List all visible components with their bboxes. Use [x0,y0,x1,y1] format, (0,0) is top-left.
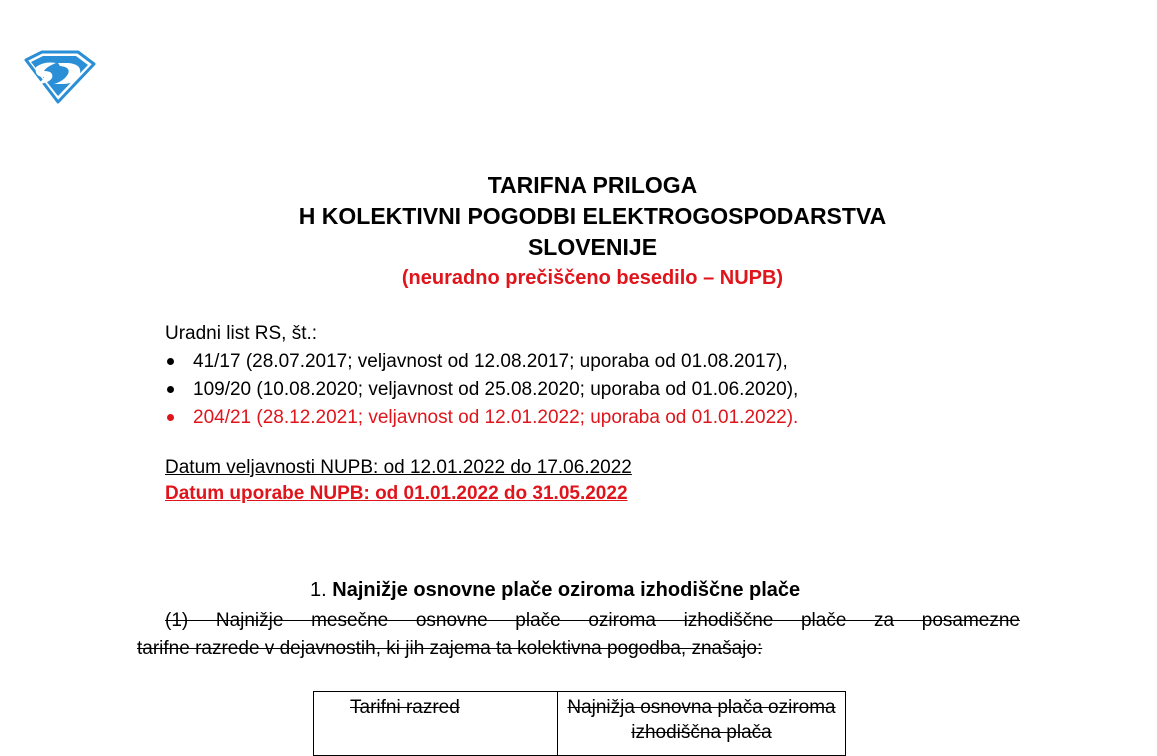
gazette-references [165,320,798,432]
application-date: Datum uporabe NUPB: od 01.01.2022 do 31.05.2022 [165,483,628,504]
gazette-item-text: 109/20 (10.08.2020; veljavnost od 25.08.2020; uporaba od 01.06.2020), [193,379,799,400]
table-header-row [314,692,846,756]
bullet-icon [167,414,174,421]
section-number: 1. [310,579,327,601]
gazette-heading: Uradni list RS, št.: [165,323,318,344]
tariff-table [313,691,846,756]
paragraph-line-2: tarifne razrede v dejavnostih, ki jih zajema ta kolektivna pogodba, znašajo: [137,638,763,659]
gazette-item [165,348,798,376]
gazette-item [165,376,798,404]
bullet-icon [167,386,174,393]
gazette-list [165,348,798,432]
document-title [0,170,1157,293]
column-header-tariff-class: Tarifni razred [314,692,558,756]
sd-logo-icon [22,50,96,104]
document-subtitle: (neuradno prečiščeno besedilo – NUPB) [401,267,784,289]
gazette-item [165,404,798,432]
section-heading [310,577,800,603]
gazette-item-text: 204/21 (28.12.2021; veljavnost od 12.01.2022; uporaba od 01.01.2022). [193,407,799,428]
bullet-icon [167,358,174,365]
title-line-3: SLOVENIJE [527,234,658,260]
paragraph-line-1: (1) Najnižje mesečne osnovne plače oziroma izhodiščne plače za posamezne [165,610,1020,631]
paragraph-1 [137,607,1020,663]
validity-date: Datum veljavnosti NUPB: od 12.01.2022 do 17.06.2022 [165,457,632,478]
title-line-2: H KOLEKTIVNI POGODBI ELEKTROGOSPODARSTVA [298,203,887,229]
section-title: Najnižje osnovne plače oziroma izhodiščne plače [332,579,801,601]
column-header-minimum-salary: Najnižja osnovna plača oziroma izhodiščna plača [558,692,846,756]
title-line-1: TARIFNA PRILOGA [487,172,698,198]
nupb-dates [165,455,632,507]
gazette-item-text: 41/17 (28.07.2017; veljavnost od 12.08.2017; uporaba od 01.08.2017), [193,351,788,372]
